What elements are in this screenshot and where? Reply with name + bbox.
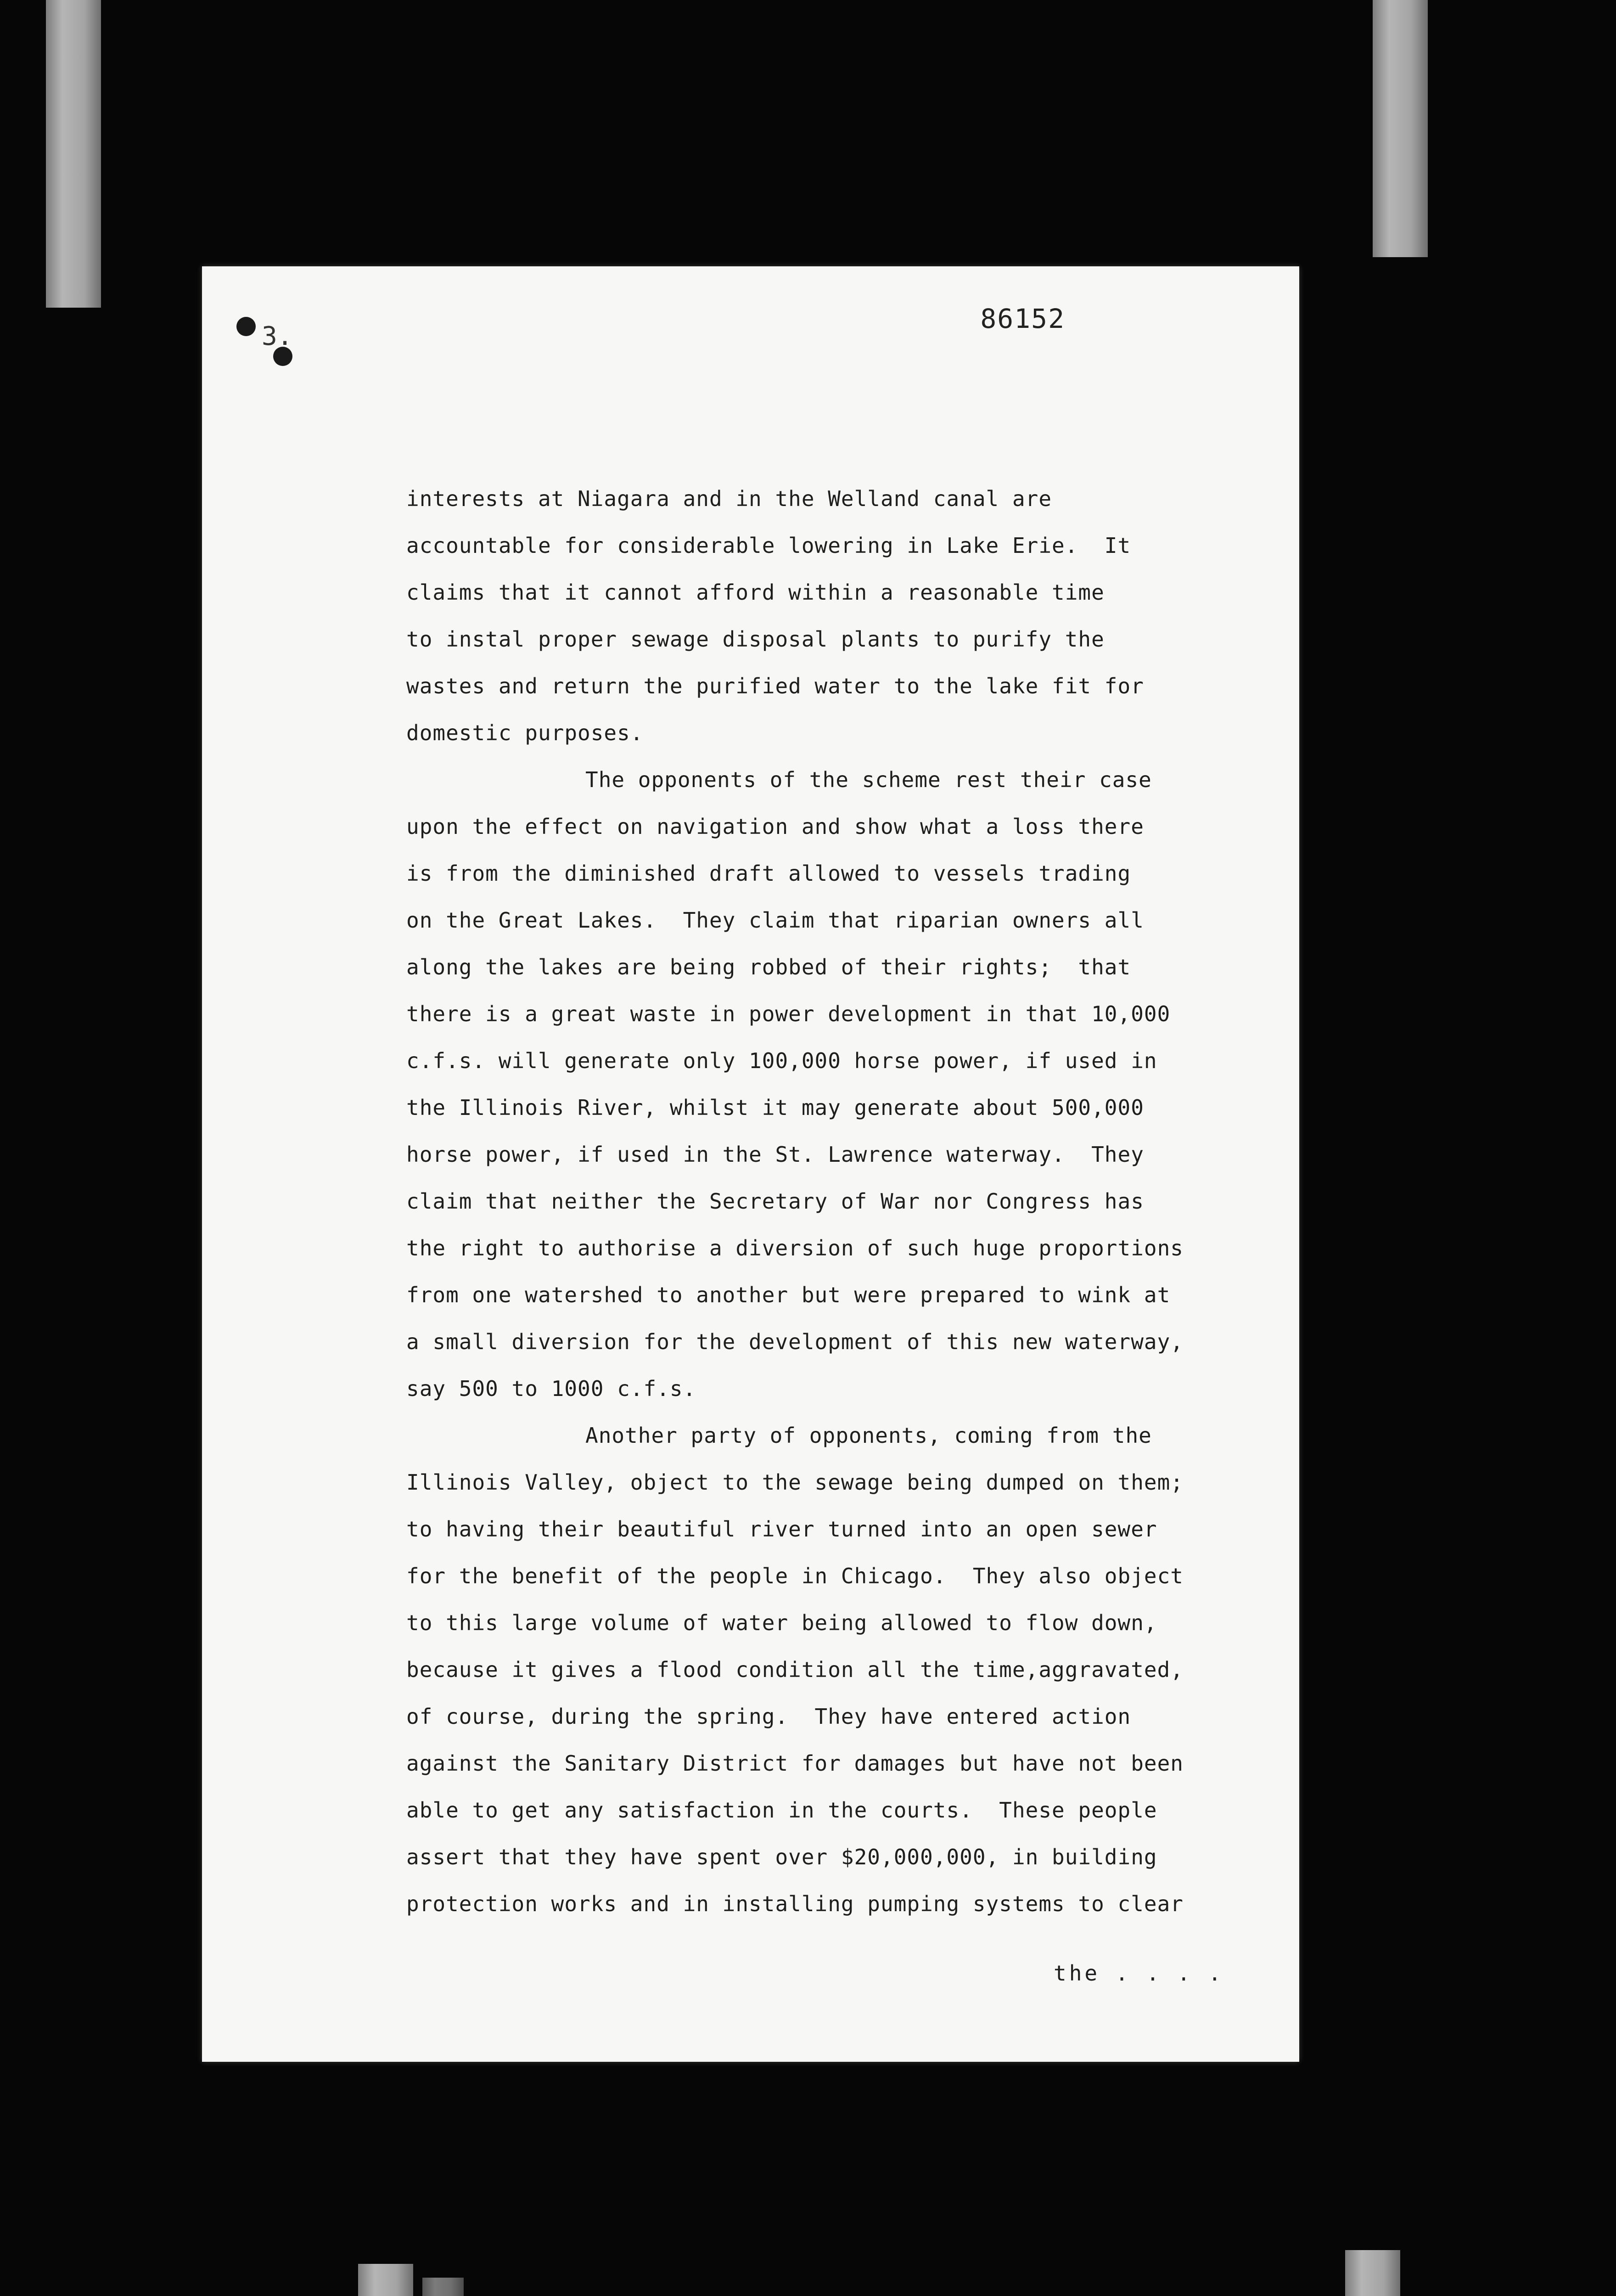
text-line: because it gives a flood condition all the time,aggravated, <box>406 1657 1184 1682</box>
text-line: is from the diminished draft allowed to vessels trading <box>406 861 1131 886</box>
text-line: from one watershed to another but were prepared to wink at <box>406 1283 1171 1307</box>
mounting-tape <box>1345 2250 1400 2296</box>
text-line: there is a great waste in power development in that 10,000 <box>406 1002 1171 1026</box>
text-line: horse power, if used in the St. Lawrence waterway. They <box>406 1142 1144 1167</box>
text-line: assert that they have spent over $20,000,000, in building <box>406 1845 1157 1869</box>
text-line: upon the effect on navigation and show what a loss there <box>406 814 1144 839</box>
text-line: to instal proper sewage disposal plants to purify the <box>406 627 1105 652</box>
text-line: along the lakes are being robbed of their rights; that <box>406 955 1131 979</box>
text-line: say 500 to 1000 c.f.s. <box>406 1376 696 1401</box>
text-line: accountable for considerable lowering in Lake Erie. It <box>406 533 1131 558</box>
text-line: the right to authorise a diversion of such huge proportions <box>406 1236 1184 1261</box>
page-marker: 3. <box>262 321 293 351</box>
text-line: able to get any satisfaction in the courts. These people <box>406 1798 1157 1823</box>
text-line: Illinois Valley, object to the sewage being dumped on them; <box>406 1470 1184 1495</box>
punch-hole <box>236 317 256 336</box>
page-number: 86152 <box>980 303 1065 334</box>
text-line: claims that it cannot afford within a reasonable time <box>406 580 1105 605</box>
text-line: to having their beautiful river turned into an open sewer <box>406 1517 1157 1542</box>
mounting-tape <box>46 0 101 308</box>
mounting-tape <box>1373 0 1428 257</box>
text-line: to this large volume of water being allowed to flow down, <box>406 1610 1157 1635</box>
text-line: for the benefit of the people in Chicago. They also object <box>406 1564 1184 1588</box>
text-line: the Illinois River, whilst it may generate about 500,000 <box>406 1095 1144 1120</box>
text-line: protection works and in installing pumping systems to clear <box>406 1891 1184 1916</box>
continuation-text: the . . . . <box>1054 1961 1224 1986</box>
mounting-tape <box>422 2278 464 2296</box>
body-text <box>406 475 1256 1927</box>
text-line: The opponents of the scheme rest their case <box>585 767 1152 792</box>
text-line: claim that neither the Secretary of War nor Congress has <box>406 1189 1144 1214</box>
text-line: wastes and return the purified water to the lake fit for <box>406 674 1144 698</box>
text-line: c.f.s. will generate only 100,000 horse power, if used in <box>406 1048 1157 1073</box>
text-line: against the Sanitary District for damages but have not been <box>406 1751 1184 1776</box>
text-line: Another party of opponents, coming from the <box>585 1423 1152 1448</box>
text-line: on the Great Lakes. They claim that riparian owners all <box>406 908 1144 933</box>
typed-page <box>202 266 1299 2062</box>
text-line: a small diversion for the development of this new waterway, <box>406 1329 1184 1354</box>
text-line: domestic purposes. <box>406 720 644 745</box>
mounting-tape <box>358 2264 413 2296</box>
text-line: interests at Niagara and in the Welland canal are <box>406 486 1052 511</box>
text-line: of course, during the spring. They have entered action <box>406 1704 1131 1729</box>
